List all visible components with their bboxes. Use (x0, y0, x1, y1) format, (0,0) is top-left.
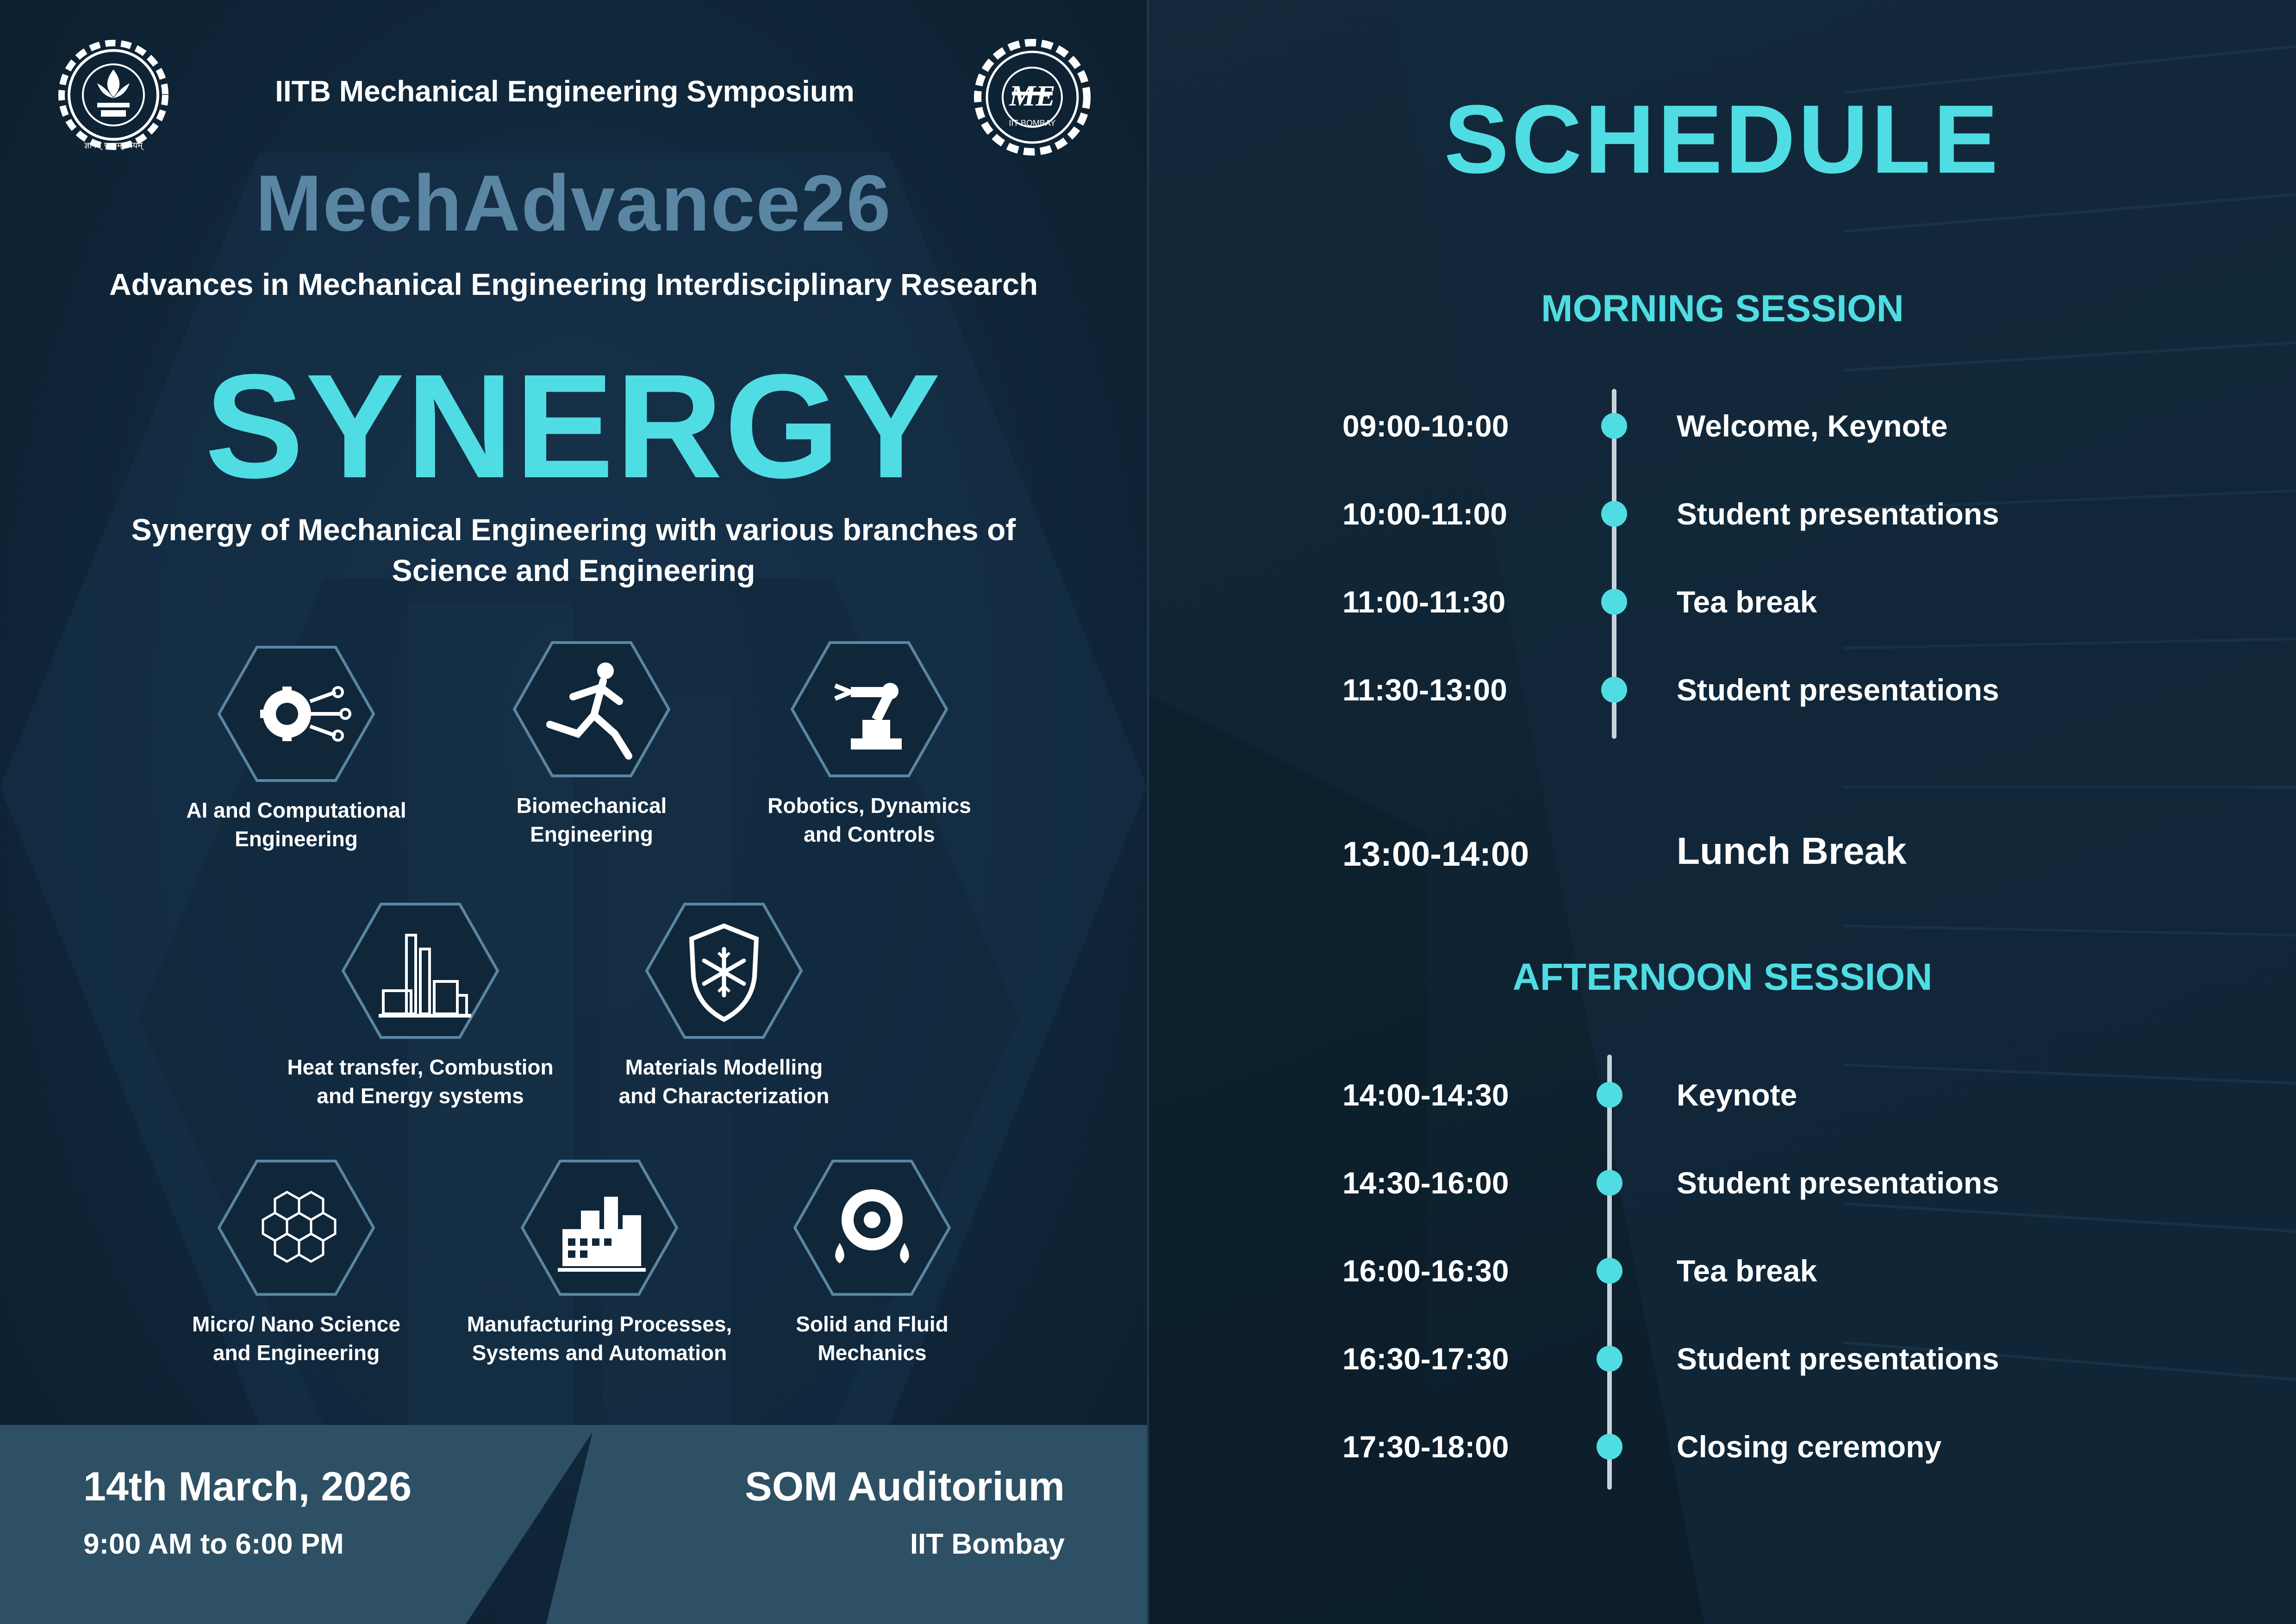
poster-schedule (1149, 0, 2296, 1624)
iitb-logo (51, 32, 176, 157)
schedule-event: Tea break (1677, 1254, 1817, 1288)
schedule-row (1149, 1419, 2296, 1474)
department-logo-caption: IIT BOMBAY (1009, 119, 1056, 128)
robot-arm-icon (791, 641, 948, 777)
timeline-dot (1597, 1258, 1622, 1284)
timeline-dot (1601, 589, 1627, 615)
schedule-event: Student presentations (1677, 1166, 1999, 1200)
afternoon-session-title: AFTERNOON SESSION (1512, 956, 1933, 998)
schedule-time: 09:00-10:00 (1342, 409, 1509, 443)
topic-label: Solid and Fluid Mechanics (796, 1312, 948, 1365)
event-date: 14th March, 2026 (83, 1463, 412, 1509)
timeline-dot (1597, 1170, 1622, 1196)
topic-label: Heat transfer, Combustion and Energy systems (287, 1055, 554, 1108)
event-name: MechAdvance26 (256, 159, 892, 248)
schedule-event: Student presentations (1677, 497, 1999, 531)
topic-label: Materials Modelling and Characterization (618, 1055, 830, 1108)
schedule-row (1149, 1155, 2296, 1211)
me-department-logo (967, 32, 1097, 162)
topic-label: AI and Computational Engineering (186, 798, 406, 851)
topic-label: Micro/ Nano Science and Engineering (192, 1312, 400, 1365)
morning-session-title: MORNING SESSION (1541, 287, 1904, 330)
timeline-dot (1597, 1082, 1622, 1108)
timeline-dot (1601, 501, 1627, 527)
schedule-time: 17:30-18:00 (1342, 1430, 1509, 1464)
schedule-row (1149, 1243, 2296, 1299)
topic-manufacturing (461, 1160, 738, 1367)
topic-label: Robotics, Dynamics and Controls (767, 793, 971, 846)
topic-label: Manufacturing Processes, Systems and Automation (467, 1312, 732, 1365)
poster-front (0, 0, 1147, 1624)
factory-icon (521, 1160, 678, 1296)
schedule-event: Student presentations (1677, 1342, 1999, 1376)
topic-robotics (730, 641, 1008, 849)
schedule-event: Tea break (1677, 585, 1817, 619)
event-venue-sub: IIT Bombay (910, 1528, 1065, 1560)
snowflake-shield-icon (645, 903, 803, 1039)
schedule-row (1149, 574, 2296, 630)
schedule-title: SCHEDULE (1444, 85, 2001, 194)
theme-description (0, 509, 1147, 591)
iitb-gear-emblem-icon (51, 32, 176, 157)
ai-gear-circuit-icon (218, 646, 375, 782)
lunch-row (1149, 826, 2296, 882)
topic-ai-computational (157, 646, 435, 853)
schedule-event: Keynote (1677, 1078, 1797, 1112)
lunch-event: Lunch Break (1677, 830, 1907, 872)
wheel-drops-icon (793, 1160, 951, 1296)
topic-label: Biomechanical Engineering (516, 793, 667, 846)
schedule-time: 10:00-11:00 (1342, 497, 1507, 531)
schedule-time: 16:00-16:30 (1342, 1254, 1509, 1288)
schedule-time: 11:00-11:30 (1342, 585, 1506, 619)
schedule-row (1149, 1067, 2296, 1123)
timeline-dot (1597, 1434, 1622, 1460)
schedule-row (1149, 398, 2296, 454)
topic-heat-transfer (281, 903, 559, 1110)
schedule-row (1149, 1331, 2296, 1387)
topic-solid-fluid (733, 1160, 1011, 1367)
theme-description-line-2: Science and Engineering (392, 553, 755, 587)
power-plant-icon (342, 903, 499, 1039)
schedule-event: Welcome, Keynote (1677, 409, 1948, 443)
iitb-logo-motto: ज्ञानम् परमम् ध्येयम् (84, 141, 143, 150)
running-figure-icon (513, 641, 670, 777)
event-venue: SOM Auditorium (745, 1463, 1065, 1509)
schedule-row (1149, 486, 2296, 542)
lunch-time: 13:00-14:00 (1342, 835, 1529, 873)
topic-micro-nano (157, 1160, 435, 1367)
timeline-dot (1597, 1346, 1622, 1372)
timeline-dot (1601, 677, 1627, 703)
department-monogram: ME (1009, 79, 1055, 112)
theme-title: SYNERGY (205, 343, 942, 509)
nano-lattice-icon (218, 1160, 375, 1296)
timeline-dot (1601, 413, 1627, 439)
schedule-event: Student presentations (1677, 673, 1999, 707)
topic-biomechanical (453, 641, 730, 849)
symposium-title: IITB Mechanical Engineering Symposium (275, 75, 855, 108)
footer-venue-band (546, 1425, 1147, 1624)
schedule-time: 16:30-17:30 (1342, 1342, 1509, 1376)
topic-materials (585, 903, 863, 1110)
schedule-event: Closing ceremony (1677, 1430, 1942, 1464)
schedule-time: 14:30-16:00 (1342, 1166, 1509, 1200)
schedule-time: 11:30-13:00 (1342, 673, 1507, 707)
schedule-row (1149, 662, 2296, 718)
schedule-time: 14:00-14:30 (1342, 1078, 1509, 1112)
theme-description-line-1: Synergy of Mechanical Engineering with various branches of (131, 512, 1016, 547)
event-tagline: Advances in Mechanical Engineering Interdisciplinary Research (109, 267, 1038, 301)
event-time: 9:00 AM to 6:00 PM (83, 1528, 344, 1560)
